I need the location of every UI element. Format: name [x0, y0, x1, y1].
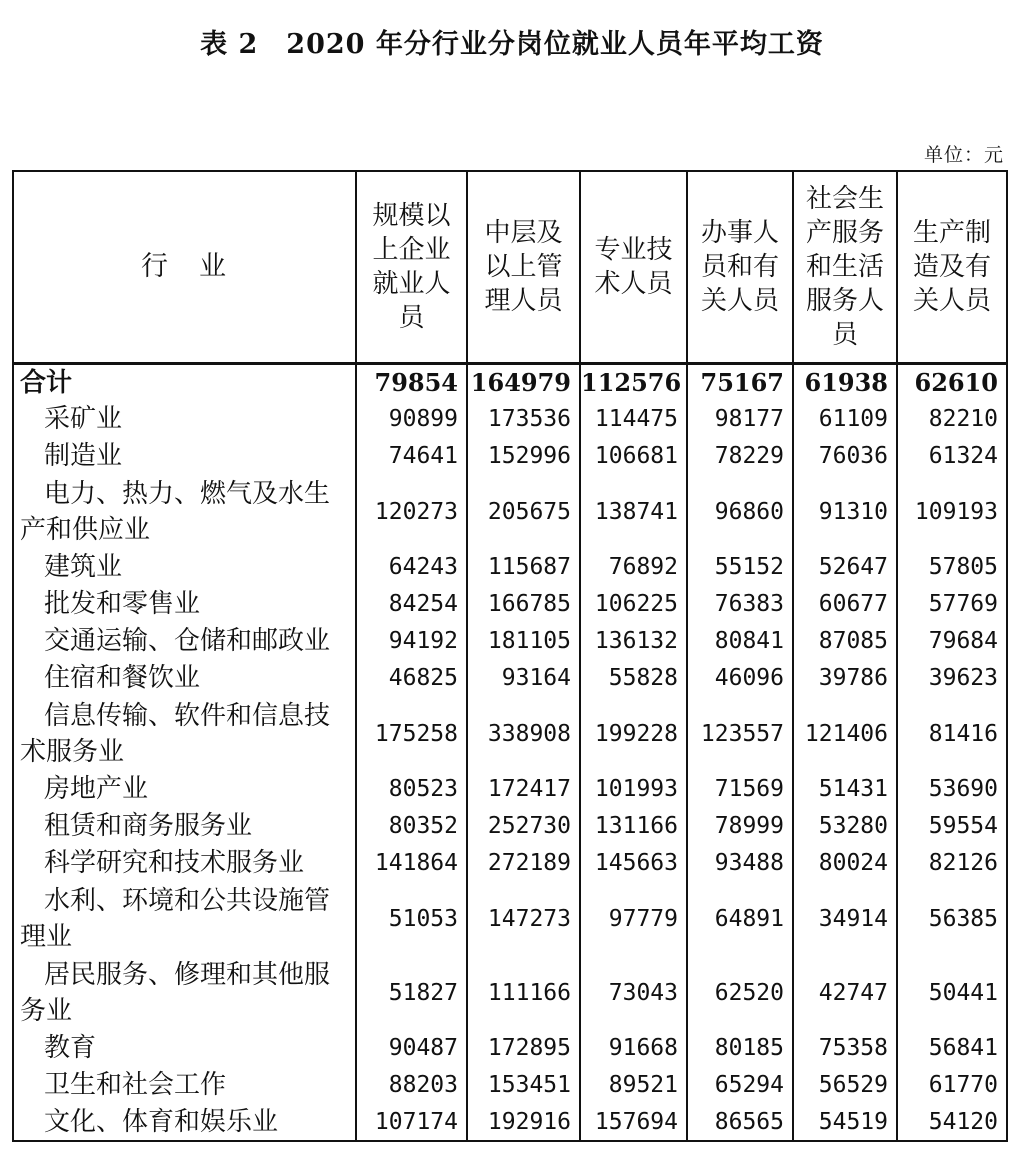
cell-scale: 90899 [356, 401, 467, 438]
cell-clerical: 78229 [687, 438, 793, 475]
cell-clerical: 76383 [687, 586, 793, 623]
cell-service: 56529 [793, 1067, 897, 1104]
cell-scale: 80352 [356, 808, 467, 845]
cell-clerical: 65294 [687, 1067, 793, 1104]
cell-professional: 131166 [580, 808, 687, 845]
cell-management: 147273 [467, 882, 580, 956]
cell-professional: 145663 [580, 845, 687, 882]
cell-professional: 106681 [580, 438, 687, 475]
table-row [13, 623, 1007, 660]
cell-production: 61324 [897, 438, 1007, 475]
table-row [13, 882, 1007, 956]
header-production-label: 生产制造及有关人员 [912, 217, 991, 316]
table-row [13, 1104, 1007, 1141]
cell-production: 59554 [897, 808, 1007, 845]
cell-professional: 91668 [580, 1030, 687, 1067]
cell-professional: 89521 [580, 1067, 687, 1104]
cell-professional: 55828 [580, 660, 687, 697]
cell-service: 34914 [793, 882, 897, 956]
cell-professional: 76892 [580, 549, 687, 586]
table-header-row [13, 171, 1007, 363]
cell-production: 82210 [897, 401, 1007, 438]
cell-clerical: 71569 [687, 771, 793, 808]
cell-management: 166785 [467, 586, 580, 623]
row-name: 批发和零售业 [13, 586, 356, 623]
row-name: 科学研究和技术服务业 [13, 845, 356, 882]
cell-clerical: 46096 [687, 660, 793, 697]
cell-management: 115687 [467, 549, 580, 586]
cell-management: 111166 [467, 956, 580, 1030]
header-professional [580, 171, 687, 363]
cell-management: 338908 [467, 697, 580, 771]
table-row [13, 401, 1007, 438]
cell-scale: 80523 [356, 771, 467, 808]
table-row [13, 1030, 1007, 1067]
cell-scale: 46825 [356, 660, 467, 697]
cell-scale: 51827 [356, 956, 467, 1030]
cell-clerical: 98177 [687, 401, 793, 438]
cell-production: 79684 [897, 623, 1007, 660]
header-service [793, 171, 897, 363]
cell-service: 61938 [793, 363, 897, 401]
cell-management: 172417 [467, 771, 580, 808]
cell-service: 76036 [793, 438, 897, 475]
row-name: 卫生和社会工作 [13, 1067, 356, 1104]
cell-professional: 157694 [580, 1104, 687, 1141]
cell-management: 272189 [467, 845, 580, 882]
header-clerical-label: 办事人员和有关人员 [700, 217, 779, 316]
cell-service: 61109 [793, 401, 897, 438]
cell-professional: 114475 [580, 401, 687, 438]
row-name: 采矿业 [13, 401, 356, 438]
header-scale-label: 规模以上企业就业人员 [372, 200, 451, 333]
cell-scale: 90487 [356, 1030, 467, 1067]
unit-label: 单位：元 [923, 144, 1004, 166]
cell-service: 121406 [793, 697, 897, 771]
cell-production: 54120 [897, 1104, 1007, 1141]
row-name: 文化、体育和娱乐业 [13, 1104, 356, 1141]
table-row [13, 660, 1007, 697]
row-name: 居民服务、修理和其他服务业 [13, 956, 356, 1030]
row-name: 住宿和餐饮业 [13, 660, 356, 697]
cell-production: 62610 [897, 363, 1007, 401]
table-row [13, 845, 1007, 882]
cell-management: 205675 [467, 475, 580, 549]
cell-professional: 199228 [580, 697, 687, 771]
row-name: 房地产业 [13, 771, 356, 808]
cell-professional: 138741 [580, 475, 687, 549]
cell-production: 50441 [897, 956, 1007, 1030]
cell-service: 51431 [793, 771, 897, 808]
header-management-label: 中层及以上管理人员 [484, 217, 563, 316]
cell-service: 60677 [793, 586, 897, 623]
cell-scale: 94192 [356, 623, 467, 660]
cell-management: 93164 [467, 660, 580, 697]
page-title: 表 2 2020 年分行业分岗位就业人员年平均工资 [200, 29, 824, 60]
table-row [13, 586, 1007, 623]
row-name: 合计 [13, 363, 356, 401]
cell-professional: 112576 [580, 363, 687, 401]
cell-service: 53280 [793, 808, 897, 845]
cell-professional: 101993 [580, 771, 687, 808]
table-row [13, 549, 1007, 586]
row-name: 交通运输、仓储和邮政业 [13, 623, 356, 660]
cell-service: 42747 [793, 956, 897, 1030]
cell-production: 56385 [897, 882, 1007, 956]
cell-service: 91310 [793, 475, 897, 549]
header-scale [356, 171, 467, 363]
cell-management: 164979 [467, 363, 580, 401]
cell-professional: 73043 [580, 956, 687, 1030]
cell-clerical: 86565 [687, 1104, 793, 1141]
cell-service: 75358 [793, 1030, 897, 1067]
row-name: 建筑业 [13, 549, 356, 586]
cell-management: 152996 [467, 438, 580, 475]
cell-scale: 64243 [356, 549, 467, 586]
cell-production: 53690 [897, 771, 1007, 808]
cell-production: 57769 [897, 586, 1007, 623]
cell-clerical: 123557 [687, 697, 793, 771]
table-row [13, 1067, 1007, 1104]
cell-clerical: 75167 [687, 363, 793, 401]
header-clerical [687, 171, 793, 363]
header-production [897, 171, 1007, 363]
header-professional-label: 专业技术人员 [594, 234, 673, 299]
cell-production: 82126 [897, 845, 1007, 882]
cell-scale: 84254 [356, 586, 467, 623]
cell-management: 181105 [467, 623, 580, 660]
cell-production: 56841 [897, 1030, 1007, 1067]
row-name: 制造业 [13, 438, 356, 475]
cell-clerical: 80185 [687, 1030, 793, 1067]
cell-production: 39623 [897, 660, 1007, 697]
cell-professional: 106225 [580, 586, 687, 623]
cell-service: 54519 [793, 1104, 897, 1141]
cell-management: 153451 [467, 1067, 580, 1104]
cell-service: 87085 [793, 623, 897, 660]
row-name: 租赁和商务服务业 [13, 808, 356, 845]
cell-clerical: 62520 [687, 956, 793, 1030]
cell-clerical: 55152 [687, 549, 793, 586]
cell-service: 39786 [793, 660, 897, 697]
header-management [467, 171, 580, 363]
cell-service: 52647 [793, 549, 897, 586]
cell-service: 80024 [793, 845, 897, 882]
cell-scale: 175258 [356, 697, 467, 771]
cell-management: 172895 [467, 1030, 580, 1067]
header-service-label: 社会生产服务和生活服务人员 [805, 183, 884, 350]
table-row [13, 475, 1007, 549]
cell-professional: 97779 [580, 882, 687, 956]
table-body [13, 363, 1007, 1141]
cell-production: 109193 [897, 475, 1007, 549]
cell-scale: 74641 [356, 438, 467, 475]
table-row [13, 956, 1007, 1030]
cell-clerical: 80841 [687, 623, 793, 660]
row-name: 教育 [13, 1030, 356, 1067]
cell-clerical: 96860 [687, 475, 793, 549]
table-row [13, 697, 1007, 771]
cell-management: 252730 [467, 808, 580, 845]
cell-clerical: 93488 [687, 845, 793, 882]
cell-clerical: 64891 [687, 882, 793, 956]
row-name: 水利、环境和公共设施管理业 [13, 882, 356, 956]
cell-scale: 120273 [356, 475, 467, 549]
header-industry: 行 业 [13, 171, 356, 363]
cell-management: 173536 [467, 401, 580, 438]
cell-scale: 88203 [356, 1067, 467, 1104]
cell-clerical: 78999 [687, 808, 793, 845]
wage-table [12, 170, 1008, 1142]
cell-scale: 51053 [356, 882, 467, 956]
cell-production: 81416 [897, 697, 1007, 771]
cell-scale: 107174 [356, 1104, 467, 1141]
table-row [13, 771, 1007, 808]
row-name: 电力、热力、燃气及水生产和供应业 [13, 475, 356, 549]
cell-production: 57805 [897, 549, 1007, 586]
cell-professional: 136132 [580, 623, 687, 660]
cell-management: 192916 [467, 1104, 580, 1141]
table-row-total [13, 363, 1007, 401]
row-name: 信息传输、软件和信息技术服务业 [13, 697, 356, 771]
cell-production: 61770 [897, 1067, 1007, 1104]
cell-scale: 79854 [356, 363, 467, 401]
table-row [13, 808, 1007, 845]
cell-scale: 141864 [356, 845, 467, 882]
table-row [13, 438, 1007, 475]
